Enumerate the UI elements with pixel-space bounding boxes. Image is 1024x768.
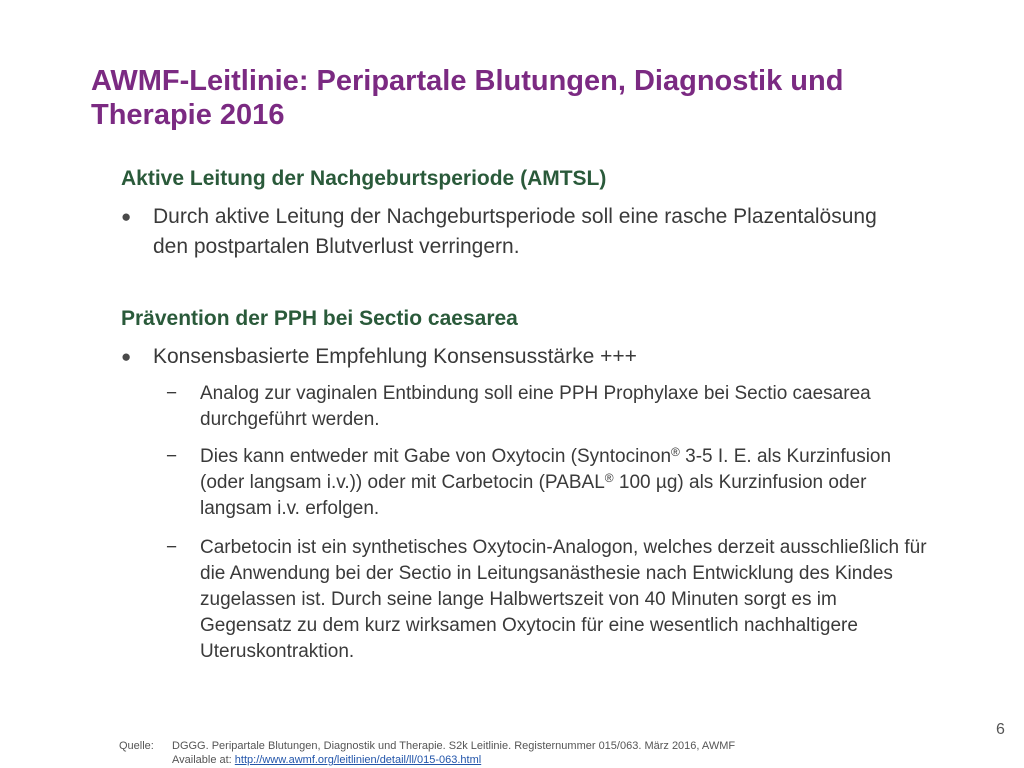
bullet-text: Durch aktive Leitung der Nachgeburtsperiode soll eine rasche Plazentalösung den postpartalen Blutverlust verringern. [153,205,877,258]
subitem-text: Analog zur vaginalen Entbindung soll eine PPH Prophylaxe bei Sectio caesarea durchgeführt werden. [200,383,871,430]
section-heading-pph-prevention: Prävention der PPH bei Sectio caesarea [121,307,518,330]
footer-citation: DGGG. Peripartale Blutungen, Diagnostik und Therapie. S2k Leitlinie. Registernummer 015/063. März 2016, AWMF [172,740,736,752]
section-heading-amtsl: Aktive Leitung der Nachgeburtsperiode (AMTSL) [121,167,607,190]
bullet-dot-icon: ● [121,347,132,366]
page-number: 6 [996,721,1005,738]
dash-icon: − [166,446,178,467]
dosage-text-part3: 100 µg) als Kurzinfusion oder langsam i.v. erfolgen. [200,472,867,519]
registered-mark: ® [671,445,680,459]
bullet-dot-icon: ● [121,207,132,226]
slide-title: AWMF-Leitlinie: Peripartale Blutungen, Diagnostik und Therapie 2016 [91,65,844,131]
dosage-text-part2: 3-5 I. E. als Kurzinfusion (oder langsam i.v.)) oder mit Carbetocin (PABAL [200,446,892,493]
footer-label: Quelle: [119,740,154,752]
footer-availability [172,753,481,767]
dosage-text-part1: Dies kann entweder mit Gabe von Oxytocin (Syntocinon [200,446,672,467]
subitem-text: Carbetocin ist ein synthetisches Oxytocin-Analogon, welches derzeit ausschließlich für die Anwendung bei der Sectio in Leitungsanästhesie nach Entwicklung des Kindes zugelassen ist. Durch seine lange Halbwertszeit von 40 Minuten sorgt es im Gegensatz zu dem kurz wirksamen Oxytocin für eine wesentlich nachhaltigere Uteruskontraktion. [200,537,927,662]
registered-mark: ® [604,471,614,485]
bullet-text: Konsensbasierte Empfehlung Konsensusstärke +++ [153,345,637,368]
subitem-text [200,444,930,522]
dash-icon: − [166,537,178,558]
source-link[interactable]: http://www.awmf.org/leitlinien/detail/ll/015-063.html [234,754,482,766]
footer-available-prefix: Available at: [172,754,235,766]
dash-icon: − [166,383,178,404]
